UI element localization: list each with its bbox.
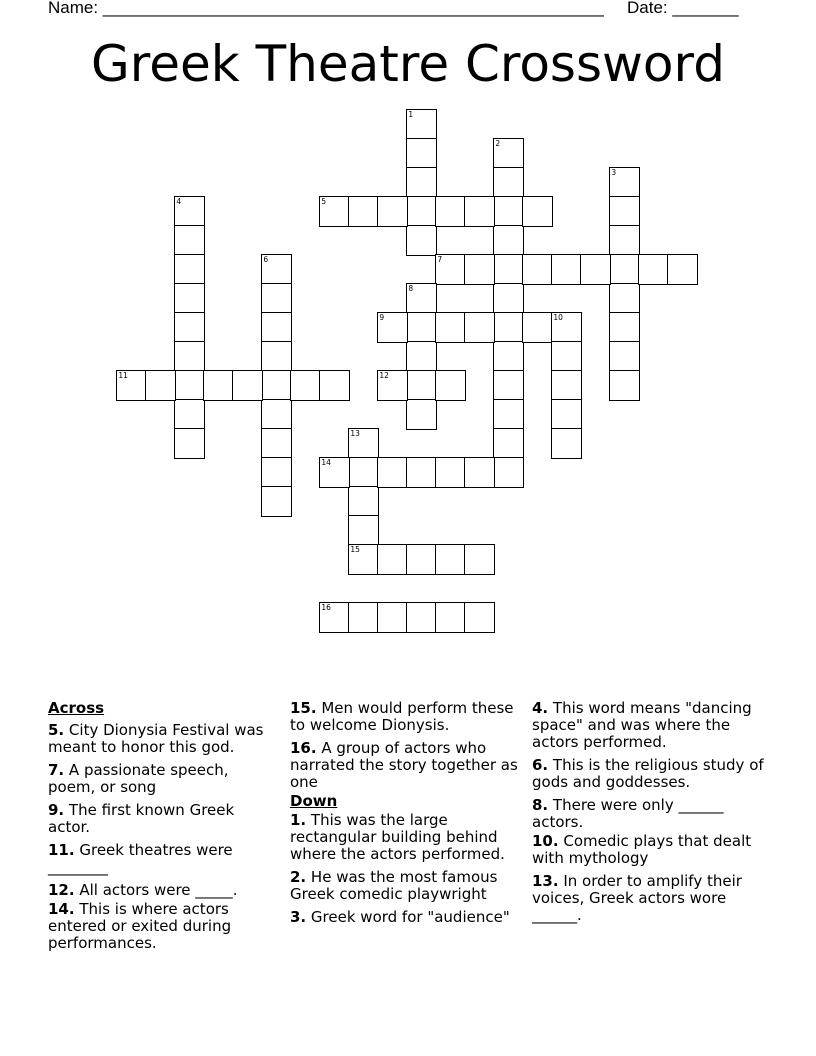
grid-cell[interactable] (319, 602, 349, 632)
grid-cell[interactable] (377, 602, 407, 632)
clue-text: City Dionysia Festival was meant to honor this god. (48, 721, 264, 756)
clue-down-8 (532, 797, 764, 831)
grid-cell[interactable] (609, 283, 639, 313)
clue-number: 13. (532, 872, 559, 890)
grid-cell[interactable] (551, 370, 581, 400)
grid-cell[interactable] (261, 457, 291, 487)
grid-cell[interactable] (348, 486, 378, 516)
clue-across-14 (48, 901, 280, 952)
grid-cell[interactable] (667, 254, 697, 284)
grid-cell[interactable] (203, 370, 233, 400)
grid-cell[interactable] (261, 399, 291, 429)
grid-cell[interactable] (493, 254, 523, 284)
clue-number: 9. (48, 801, 65, 819)
page-title: Greek Theatre Crossword (91, 35, 725, 93)
grid-cell[interactable] (406, 399, 436, 429)
clue-text: This was the large rectangular building behind where the actors performed. (290, 811, 505, 863)
grid-cell[interactable] (609, 341, 639, 371)
grid-cell[interactable] (377, 196, 407, 226)
clue-down-2 (290, 869, 522, 903)
grid-cell[interactable] (493, 370, 523, 400)
clue-across-9 (48, 802, 280, 836)
grid-cell[interactable] (174, 283, 204, 313)
grid-cell[interactable] (551, 312, 581, 342)
grid-cell[interactable] (580, 254, 610, 284)
grid-cell[interactable] (116, 370, 146, 400)
clue-text: Men would perform these to welcome Dionysis. (290, 699, 514, 734)
grid-cell[interactable] (261, 254, 291, 284)
date-field[interactable]: Date: _______ (627, 0, 739, 17)
clue-text: This word means "dancing space" and was where the actors performed. (532, 699, 752, 751)
grid-cell[interactable] (348, 196, 378, 226)
grid-cell[interactable] (290, 370, 320, 400)
clue-across-16 (290, 740, 522, 791)
grid-cell[interactable] (464, 457, 494, 487)
grid-cell[interactable] (435, 544, 465, 574)
grid-cell[interactable] (348, 457, 378, 487)
cell-number: 16 (321, 603, 331, 613)
clue-number: 6. (532, 756, 549, 774)
cell-number: 1 (408, 110, 414, 120)
grid-cell[interactable] (609, 196, 639, 226)
grid-cell[interactable] (493, 225, 523, 255)
clue-number: 14. (48, 900, 75, 918)
clue-number: 8. (532, 796, 549, 814)
grid-cell[interactable] (348, 428, 378, 458)
grid-cell[interactable] (377, 457, 407, 487)
grid-cell[interactable] (609, 167, 639, 197)
clue-down-4 (532, 700, 764, 751)
grid-cell[interactable] (174, 312, 204, 342)
grid-cell[interactable] (406, 457, 436, 487)
grid-cell[interactable] (522, 196, 552, 226)
grid-cell[interactable] (174, 254, 204, 284)
grid-cell[interactable] (406, 544, 436, 574)
cell-number: 14 (321, 458, 331, 468)
clue-text: Greek word for "audience" (310, 908, 510, 926)
clue-text: A group of actors who narrated the story together as one (290, 739, 518, 791)
clue-text: This is where actors entered or exited during performances. (48, 900, 232, 952)
clue-text: A passionate speech, poem, or song (48, 761, 229, 796)
grid-cell[interactable] (435, 602, 465, 632)
cell-number: 6 (263, 255, 269, 265)
cell-number: 8 (408, 284, 414, 294)
grid-cell[interactable] (348, 515, 378, 545)
grid-cell[interactable] (464, 254, 494, 284)
grid-cell[interactable] (493, 341, 523, 371)
clue-number: 3. (290, 908, 307, 926)
grid-cell[interactable] (174, 341, 204, 371)
grid-cell[interactable] (551, 341, 581, 371)
grid-cell[interactable] (406, 196, 436, 226)
grid-cell[interactable] (493, 312, 523, 342)
grid-cell[interactable] (348, 602, 378, 632)
grid-cell[interactable] (493, 457, 523, 487)
across-heading: Across (48, 699, 105, 717)
cell-number: 10 (553, 313, 563, 323)
grid-cell[interactable] (435, 370, 465, 400)
grid-cell[interactable] (377, 312, 407, 342)
grid-cell[interactable] (522, 312, 552, 342)
grid-cell[interactable] (377, 370, 407, 400)
clue-number: 10. (532, 832, 559, 850)
grid-cell[interactable] (493, 167, 523, 197)
cell-number: 5 (321, 197, 327, 207)
grid-cell[interactable] (232, 370, 262, 400)
clue-number: 2. (290, 868, 307, 886)
clue-number: 7. (48, 761, 65, 779)
cell-number: 13 (350, 429, 360, 439)
grid-cell[interactable] (609, 312, 639, 342)
grid-cell[interactable] (319, 457, 349, 487)
cell-number: 4 (176, 197, 182, 207)
clue-number: 5. (48, 721, 65, 739)
cell-number: 15 (350, 545, 360, 555)
grid-cell[interactable] (406, 225, 436, 255)
cell-number: 7 (437, 255, 443, 265)
grid-cell[interactable] (551, 428, 581, 458)
grid-cell[interactable] (174, 196, 204, 226)
grid-cell[interactable] (551, 399, 581, 429)
grid-cell[interactable] (348, 544, 378, 574)
clue-across-7 (48, 762, 280, 796)
clue-text: This is the religious study of gods and goddesses. (532, 756, 764, 791)
grid-cell[interactable] (493, 196, 523, 226)
clue-number: 16. (290, 739, 317, 757)
grid-cell[interactable] (406, 341, 436, 371)
grid-cell[interactable] (493, 283, 523, 313)
cell-number: 3 (611, 168, 617, 178)
clue-text: Greek theatres were ________ (48, 841, 233, 876)
grid-cell[interactable] (406, 167, 436, 197)
clue-text: In order to amplify their voices, Greek actors wore ______. (532, 872, 742, 924)
grid-cell[interactable] (174, 399, 204, 429)
clue-number: 12. (48, 881, 75, 899)
clues-column-1 (48, 700, 280, 958)
grid-cell[interactable] (145, 370, 175, 400)
grid-cell[interactable] (406, 602, 436, 632)
grid-cell[interactable] (377, 544, 407, 574)
clue-text: There were only ______ actors. (532, 796, 724, 831)
clue-across-12 (48, 882, 280, 899)
grid-cell[interactable] (261, 486, 291, 516)
clue-across-11 (48, 842, 280, 876)
clue-down-13 (532, 873, 764, 924)
clue-across-5 (48, 722, 280, 756)
clue-down-1 (290, 812, 522, 863)
cell-number: 12 (379, 371, 389, 381)
grid-cell[interactable] (638, 254, 668, 284)
grid-cell[interactable] (464, 544, 494, 574)
clues-column-2 (290, 700, 522, 932)
cell-number: 11 (118, 371, 128, 381)
clue-across-15 (290, 700, 522, 734)
clue-text: Comedic plays that dealt with mythology (532, 832, 752, 867)
clue-text: The first known Greek actor. (48, 801, 235, 836)
grid-cell[interactable] (609, 254, 639, 284)
grid-cell[interactable] (174, 370, 204, 400)
grid-cell[interactable] (435, 254, 465, 284)
clue-text: He was the most famous Greek comedic playwright (290, 868, 498, 903)
grid-cell[interactable] (261, 312, 291, 342)
grid-cell[interactable] (261, 341, 291, 371)
grid-cell[interactable] (435, 312, 465, 342)
grid-cell[interactable] (406, 283, 436, 313)
clue-down-6 (532, 757, 764, 791)
down-heading: Down (290, 792, 338, 810)
name-field[interactable]: Name: _____________________________________________________ (48, 0, 604, 17)
clue-down-3 (290, 909, 522, 926)
grid-cell[interactable] (406, 370, 436, 400)
clue-text: All actors were _____. (79, 881, 238, 899)
grid-cell[interactable] (493, 399, 523, 429)
grid-cell[interactable] (174, 225, 204, 255)
grid-cell[interactable] (174, 428, 204, 458)
cell-number: 9 (379, 313, 385, 323)
grid-cell[interactable] (319, 196, 349, 226)
clue-number: 15. (290, 699, 317, 717)
grid-cell[interactable] (522, 254, 552, 284)
grid-cell[interactable] (464, 196, 494, 226)
grid-cell[interactable] (406, 312, 436, 342)
grid-cell[interactable] (261, 283, 291, 313)
clue-number: 11. (48, 841, 75, 859)
grid-cell[interactable] (609, 370, 639, 400)
cell-number: 2 (495, 139, 501, 149)
clues-column-3 (532, 700, 764, 930)
grid-cell[interactable] (435, 196, 465, 226)
grid-cell[interactable] (406, 109, 436, 139)
grid-cell[interactable] (493, 138, 523, 168)
grid-cell[interactable] (406, 138, 436, 168)
grid-cell[interactable] (261, 370, 291, 400)
clue-number: 4. (532, 699, 549, 717)
clue-number: 1. (290, 811, 307, 829)
grid-cell[interactable] (319, 370, 349, 400)
grid-cell[interactable] (464, 312, 494, 342)
clue-down-10 (532, 833, 764, 867)
grid-cell[interactable] (464, 602, 494, 632)
grid-cell[interactable] (609, 225, 639, 255)
grid-cell[interactable] (435, 457, 465, 487)
grid-cell[interactable] (493, 428, 523, 458)
grid-cell[interactable] (261, 428, 291, 458)
grid-cell[interactable] (551, 254, 581, 284)
